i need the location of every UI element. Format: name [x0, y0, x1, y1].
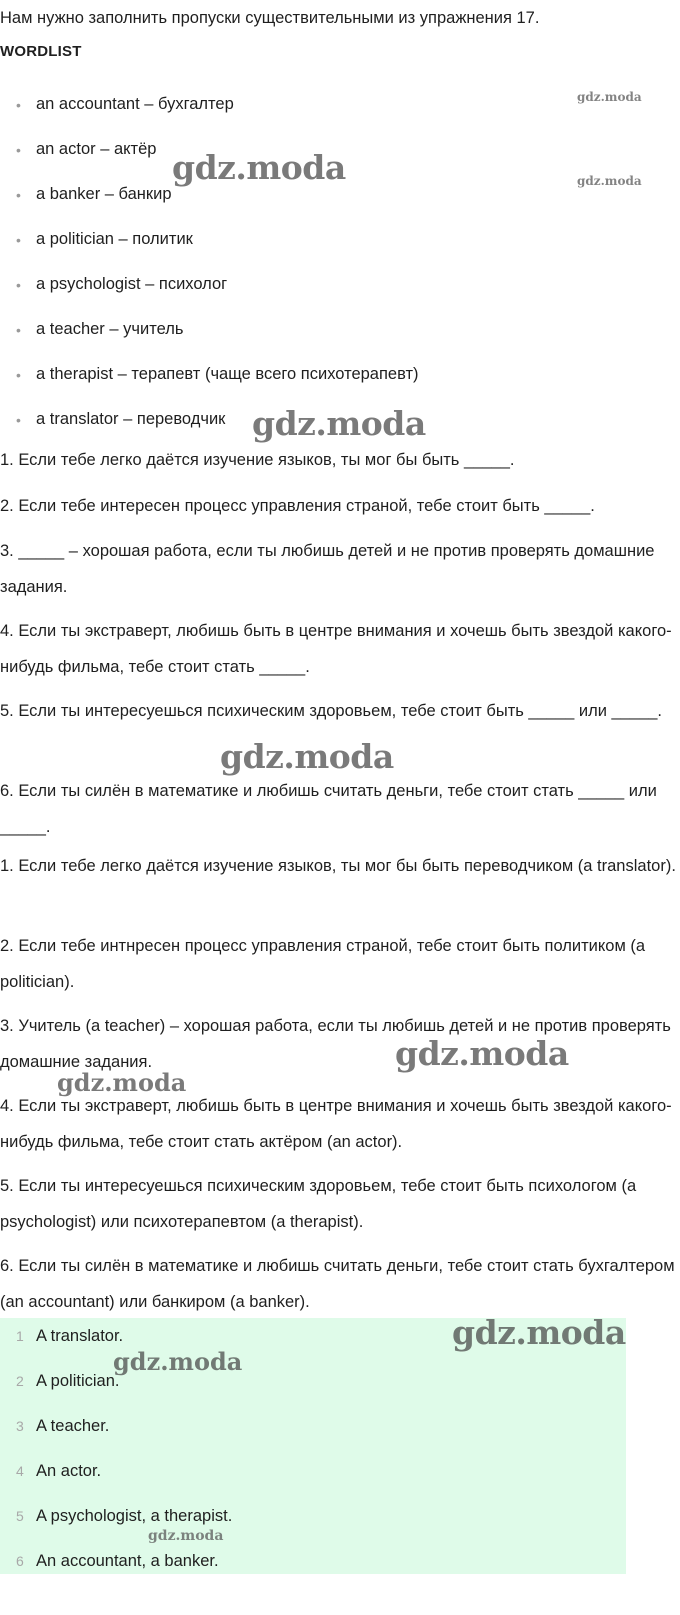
answer-item: [0, 1413, 626, 1458]
answer-number: 3: [16, 1418, 24, 1434]
question-4: 4. Если ты экстраверт, любишь быть в центре внимания и хочешь быть звездой какого-нибудь фильма, тебе стоит стать _____.: [0, 622, 672, 676]
answer-text: A psychologist, a therapist.: [36, 1507, 233, 1525]
watermark: gdz.moda: [252, 404, 426, 443]
wordlist-title: WORDLIST: [0, 43, 82, 60]
answer-item: [0, 1503, 626, 1548]
translation-1: 1. Если тебе легко даётся изучение языков, ты мог бы быть переводчиком (a translator).: [0, 857, 676, 875]
translation-6: 6. Если ты силён в математике и любишь считать деньги, тебе стоит стать бухгалтером (an accountant) или банкиром (a banker).: [0, 1257, 675, 1311]
translation-4: 4. Если ты экстраверт, любишь быть в центре внимания и хочешь быть звездой какого-нибудь фильма, тебе стоит стать актёром (an actor).: [0, 1097, 672, 1151]
question-6: 6. Если ты силён в математике и любишь считать деньги, тебе стоит стать _____ или _____.: [0, 782, 657, 836]
question-3: 3. _____ – хорошая работа, если ты любишь детей и не против проверять домашние задания.: [0, 542, 655, 596]
answer-item: [0, 1368, 626, 1413]
answers-box: [0, 1318, 626, 1574]
answer-number: 6: [16, 1553, 24, 1569]
answers-list: [0, 1318, 626, 1593]
wordlist-item: • an accountant – бухгалтер: [0, 91, 680, 136]
translation-3: 3. Учитель (a teacher) – хорошая работа, если ты любишь детей и не против проверять домашние задания.: [0, 1017, 671, 1071]
wordlist-item: • a psychologist – психолог: [0, 271, 680, 316]
watermark: gdz.moda: [57, 1068, 187, 1097]
watermark: gdz.moda: [172, 148, 346, 187]
answer-item: [0, 1548, 626, 1593]
question-1: 1. Если тебе легко даётся изучение языков, ты мог бы быть _____.: [0, 451, 515, 469]
wordlist-item: • an actor – актёр: [0, 136, 680, 181]
translation-5: 5. Если ты интересуешься психическим здоровьем, тебе стоит быть психологом (a psychologist) или психотерапевтом (a therapist).: [0, 1177, 637, 1231]
question-2: 2. Если тебе интересен процесс управления страной, тебе стоит быть _____.: [0, 497, 595, 515]
answer-item: [0, 1458, 626, 1503]
answer-text: An actor.: [36, 1462, 102, 1480]
question-5: 5. Если ты интересуешься психическим здоровьем, тебе стоит быть _____ или _____.: [0, 702, 663, 720]
intro-text: Нам нужно заполнить пропуски существительными из упражнения 17.: [0, 9, 540, 27]
answer-number: 1: [16, 1328, 24, 1344]
answer-text: A politician.: [36, 1372, 120, 1390]
watermark: gdz.moda: [113, 1347, 243, 1376]
wordlist-item: • a translator – переводчик: [0, 406, 680, 451]
watermark: gdz.moda: [577, 174, 642, 188]
answer-item: [0, 1323, 626, 1368]
watermark: gdz.moda: [395, 1034, 569, 1073]
answer-number: 5: [16, 1508, 24, 1524]
answer-number: 4: [16, 1463, 24, 1479]
wordlist-item: • a banker – банкир: [0, 181, 680, 226]
wordlist-item: • a politician – политик: [0, 226, 680, 271]
watermark: gdz.moda: [452, 1313, 626, 1352]
answer-text: A teacher.: [36, 1417, 110, 1435]
watermark: gdz.moda: [220, 737, 394, 776]
watermark: gdz.moda: [148, 1528, 224, 1544]
wordlist-item: • a therapist – терапевт (чаще всего психотерапевт): [0, 361, 680, 406]
wordlist-item: • a teacher – учитель: [0, 316, 680, 361]
answer-number: 2: [16, 1373, 24, 1389]
answer-text: An accountant, a banker.: [36, 1552, 219, 1570]
wordlist: [0, 91, 680, 451]
answer-text: A translator.: [36, 1327, 124, 1345]
watermark: gdz.moda: [577, 90, 642, 104]
translation-2: 2. Если тебе интнресен процесс управления страной, тебе стоит быть политиком (a politician).: [0, 937, 646, 991]
